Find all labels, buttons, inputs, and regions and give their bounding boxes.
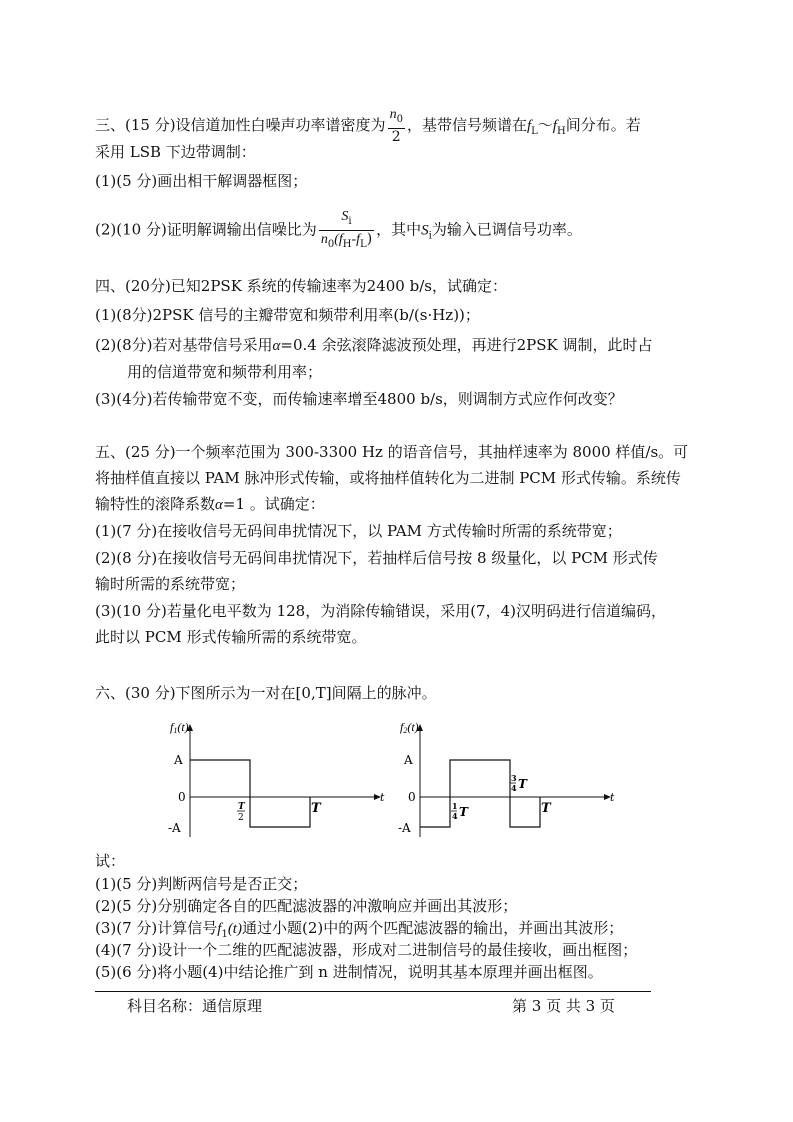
q5-line2: 将抽样值直接以 PAM 脉冲形式传输，或将抽样值转化为二进制 PCM 形式传输。系统传 <box>95 469 681 487</box>
fL-sub-2: L <box>360 238 367 250</box>
n0-symbol-2: n <box>320 231 328 247</box>
fH-subscript: H <box>556 125 566 137</box>
q4-part2 <box>95 335 652 356</box>
q4-part1-end: ； <box>464 306 480 324</box>
q4-heading: 四、(20分)已知2PSK 系统的传输速率为2400 b/s，试确定： <box>95 277 507 295</box>
f1-waveform-plot <box>160 715 390 845</box>
f1-arg: (t) <box>227 921 242 937</box>
q4-part3: (3)(4分)若传输带宽不变，而传输速率增至4800 b/s，则调制方式应作何改变？ <box>95 390 623 408</box>
f1-negA-label: -A <box>168 821 181 835</box>
q6-heading: 六、(30 分)下图所示为一对在[0,T]间隔上的脉冲。 <box>95 684 437 702</box>
q5-line3-b: =1 。试确定： <box>222 495 325 513</box>
f1-A-label: A <box>174 753 183 767</box>
alpha-symbol: α <box>272 338 281 354</box>
fH-symbol: f <box>552 117 557 134</box>
alpha-symbol-2: α <box>215 497 223 513</box>
f2-threequarter-num: 3 <box>511 773 517 783</box>
q5-part2-cont: 输时所需的系统带宽； <box>95 575 246 593</box>
f1-half-T-den: 2 <box>238 813 244 823</box>
q5-part3-cont: 此时以 PCM 形式传输所需的系统带宽。 <box>95 628 367 646</box>
fraction-denominator: 2 <box>391 128 401 145</box>
f1-half-T-num: T <box>238 802 245 812</box>
fH-open: (f <box>334 231 343 247</box>
q5-line3 <box>95 494 325 515</box>
q3-line1 <box>95 106 641 146</box>
fL-symbol: f <box>526 117 532 134</box>
footer-subject: 科目名称：通信原理 <box>127 997 263 1015</box>
fL-minus: -f <box>351 231 361 247</box>
fH-sub-2: H <box>342 238 352 250</box>
q5-line1: 五、(25 分)一个频率范围为 300-3300 Hz 的语音信号，其抽样速率为 8000 样值/s。可 <box>95 443 689 461</box>
q6-part3-text: (3)(7 分)计算信号 <box>95 919 218 937</box>
q5-part3: (3)(10 分)若量化电平数为 128，为消除传输错误，采用(7，4)汉明码进行信道编码， <box>95 602 666 620</box>
f2-ylabel: f2(t) <box>400 720 419 735</box>
q5-line3-text: 输特性的滚降系数 <box>95 495 216 513</box>
f1-t-axis-label: t <box>380 791 385 804</box>
f1-zero-label: 0 <box>178 790 186 804</box>
n0-subscript-2: 0 <box>327 238 335 250</box>
q6-try: 试： <box>95 852 126 870</box>
fL-subscript: L <box>531 125 538 137</box>
f1-symbol: f <box>217 921 222 937</box>
n0-subscript: 0 <box>396 113 403 125</box>
f2-waveform-plot <box>390 715 620 845</box>
snr-fraction <box>319 208 374 253</box>
q4-unit: (b/(s·Hz)) <box>393 306 465 324</box>
q4-part2-b: =0.4 余弦滚降滤波预处理，再进行2PSK 调制，此时占 <box>280 336 653 354</box>
close-paren: ) <box>366 230 373 247</box>
f2-t-axis-label: t <box>610 791 615 804</box>
f1-T-label: T <box>311 801 321 816</box>
footer-rule <box>95 991 651 992</box>
Si-symbol-2: S <box>421 222 429 239</box>
f2-quarter-den: 4 <box>452 811 458 821</box>
q3-part2 <box>95 208 582 253</box>
footer-page-number: 第 3 页 共 3 页 <box>512 997 615 1015</box>
n0-symbol: n <box>389 107 397 122</box>
f2-A-label: A <box>404 753 413 767</box>
tilde: ～ <box>537 115 553 134</box>
q5-part2: (2)(8 分)在接收信号无码间串扰情况下，若抽样后信号按 8 级量化，以 PCM 形式传 <box>95 549 658 567</box>
q3-part2-text: (2)(10 分)证明解调输出信噪比为 <box>95 220 317 239</box>
q5-part1: (1)(7 分)在接收信号无码间串扰情况下，以 PAM 方式传输时所需的系统带宽； <box>95 522 622 540</box>
q3-text-b: ，基带信号频谱在 <box>406 115 527 134</box>
q3-text-c: 间分布。若 <box>565 115 641 134</box>
q6-part4: (4)(7 分)设计一个二维的匹配滤波器，形成对二进制信号的最佳接收，画出框图； <box>95 941 638 959</box>
f1-ylabel: f1(t) <box>170 720 189 735</box>
q4-part2-text: (2)(8分)若对基带信号采用 <box>95 336 273 354</box>
q6-part3-b: 通过小题(2)中的两个匹配滤波器的输出，并画出其波形； <box>241 919 624 937</box>
f2-threequarter-T: T <box>518 777 527 791</box>
q4-part1 <box>95 305 480 325</box>
f2-waveform <box>420 760 540 827</box>
Si-subscript: i <box>348 215 352 227</box>
q6-part5: (5)(6 分)将小题(4)中结论推广到 n 进制情况，说明其基本原理并画出框图。 <box>95 963 603 981</box>
f1-waveform <box>190 760 310 827</box>
Si-subscript-2: i <box>428 230 432 242</box>
q3-line2: 采用 LSB 下边带调制： <box>95 143 256 161</box>
f1-subscript: 1 <box>221 929 228 940</box>
f2-threequarter-den: 4 <box>511 783 517 793</box>
Si-symbol: S <box>341 209 349 224</box>
f2-quarter-T: T <box>459 805 468 819</box>
noise-psd-fraction <box>388 106 405 146</box>
f2-quarter-num: 1 <box>452 801 458 811</box>
f2-negA-label: -A <box>398 821 411 835</box>
q3-part2-c: 为输入已调信号功率。 <box>431 220 582 239</box>
q6-part2: (2)(5 分)分别确定各自的匹配滤波器的冲激响应并画出其波形； <box>95 897 518 915</box>
q4-part1-text: (1)(8分)2PSK 信号的主瓣带宽和频带利用率 <box>95 306 394 324</box>
f2-zero-label: 0 <box>408 790 416 804</box>
f2-T-label: T <box>541 801 551 816</box>
q6-part1: (1)(5 分)判断两信号是否正交； <box>95 875 308 893</box>
q3-part1: (1)(5 分)画出相干解调器框图； <box>95 172 308 190</box>
q3-text: 三、(15 分)设信道加性白噪声功率谱密度为 <box>95 115 386 134</box>
q4-part2-cont: 用的信道带宽和频带利用率； <box>127 363 323 381</box>
q3-part2-b: ，其中 <box>376 220 422 239</box>
